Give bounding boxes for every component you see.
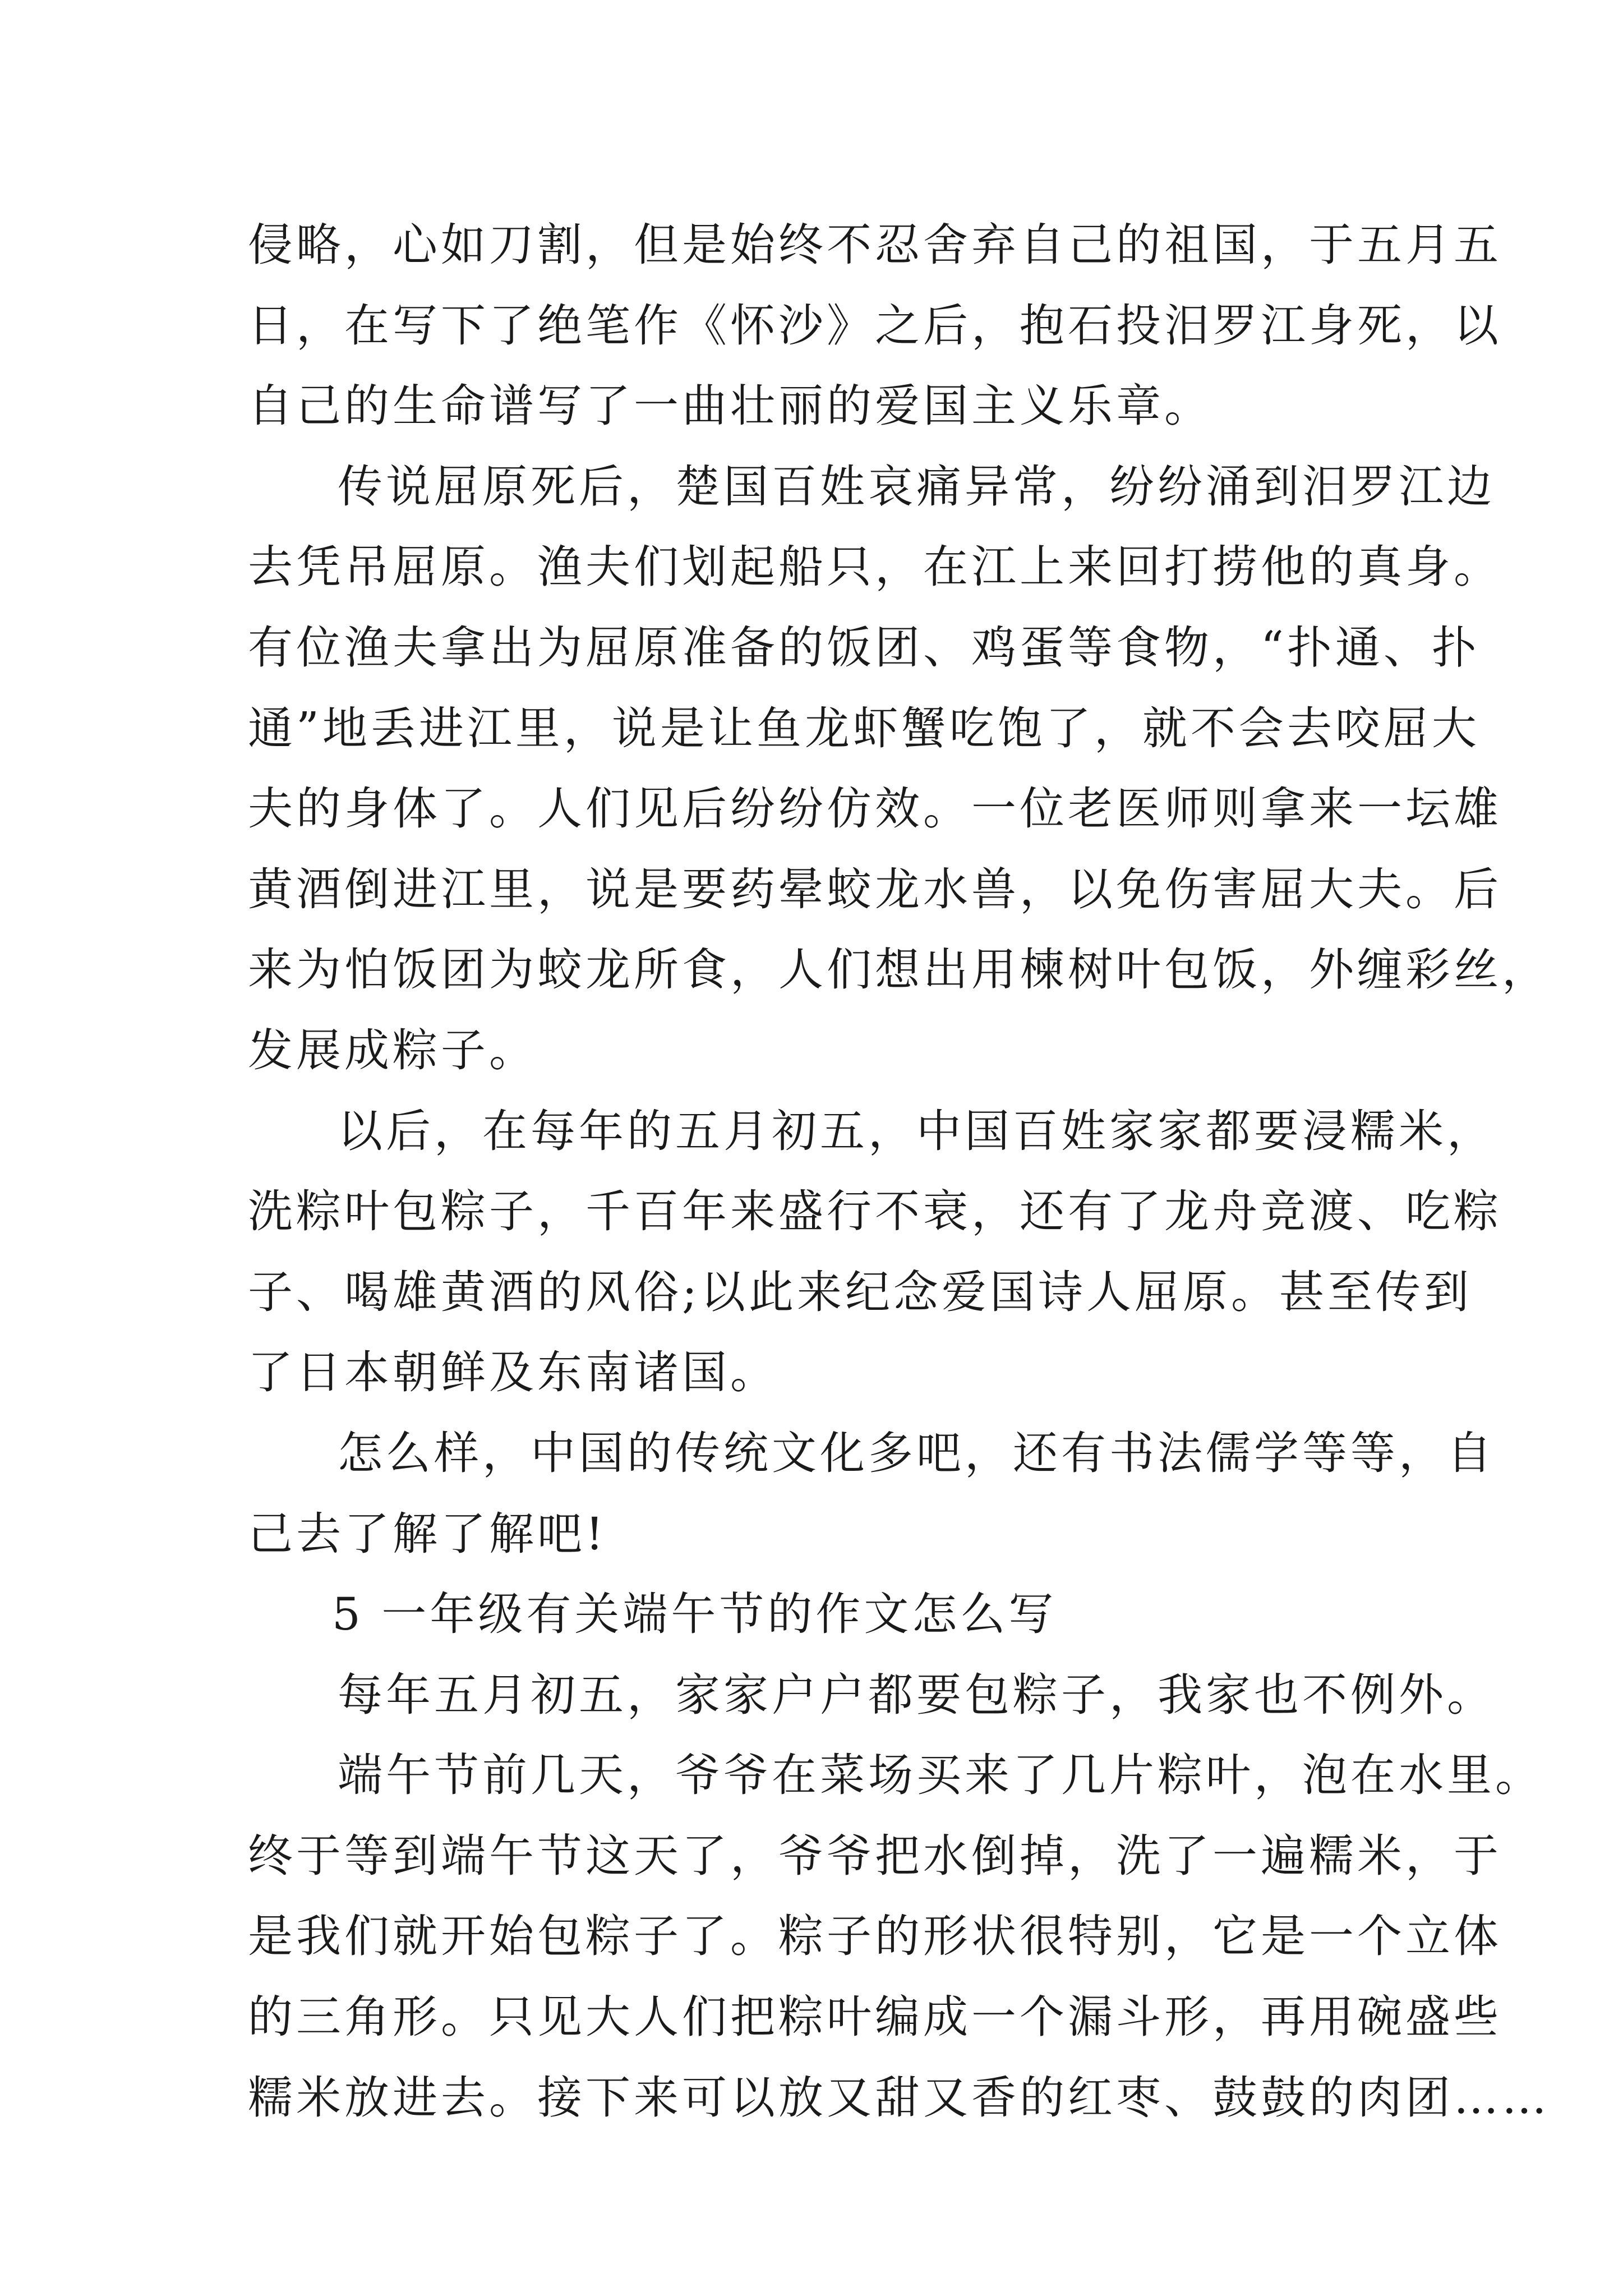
text-line: 是我们就开始包粽子了。粽子的形状很特别，它是一个立体 (248, 1910, 1502, 1963)
text-line: 了日本朝鲜及东南诸国。 (248, 1346, 778, 1399)
text-line: 以后，在每年的五月初五，中国百姓家家都要浸糯米， (338, 1105, 1495, 1157)
text-line: 糯米放进去。接下来可以放又甜又香的红枣、鼓鼓的肉团…… (248, 2071, 1550, 2124)
text-line: 每年五月初五，家家户户都要包粽子，我家也不例外。 (338, 1668, 1495, 1721)
text-line: 己去了解了解吧! (248, 1507, 607, 1560)
paragraph-1 (248, 205, 1502, 447)
text-line: 黄酒倒进江里，说是要药晕蛟龙水兽，以免伤害屈大夫。后 (248, 863, 1502, 915)
paragraph-5 (248, 1655, 1495, 1736)
text-line: 的三角形。只见大人们把粽叶编成一个漏斗形，再用碗盛些 (248, 1991, 1502, 2044)
text-line: 洗粽叶包粽子，千百年来盛行不衰，还有了龙舟竞渡、吃粽 (248, 1185, 1502, 1238)
text-line: 传说屈原死后，楚国百姓哀痛异常，纷纷涌到汨罗江边 (338, 460, 1495, 513)
text-line: 夫的身体了。人们见后纷纷仿效。一位老医师则拿来一坛雄 (248, 783, 1502, 835)
heading-text: 5 一年级有关端午节的作文怎么写 (332, 1588, 1057, 1641)
text-line: 去凭吊屈原。渔夫们划起船只，在江上来回打捞他的真身。 (248, 541, 1502, 593)
paragraph-2 (248, 447, 1550, 1091)
text-line: 终于等到端午节这天了，爷爷把水倒掉，洗了一遍糯米，于 (248, 1829, 1502, 1882)
paragraph-3 (248, 1091, 1502, 1413)
paragraph-6 (248, 1735, 1550, 2138)
text-line: 子、喝雄黄酒的风俗;以此来纪念爱国诗人屈原。甚至传到 (248, 1266, 1472, 1318)
document-body (248, 205, 1550, 2138)
text-line: 有位渔夫拿出为屈原准备的饭团、鸡蛋等食物，“扑通、扑 (248, 621, 1480, 674)
section-heading (248, 1574, 1386, 1655)
text-line: 自己的生命谱写了一曲壮丽的爱国主义乐章。 (248, 380, 1212, 432)
text-line: 侵略，心如刀割，但是始终不忍舍弃自己的祖国，于五月五 (248, 219, 1502, 271)
text-line: 端午节前几天，爷爷在菜场买来了几片粽叶，泡在水里。 (338, 1749, 1543, 1802)
text-line: 发展成粽子。 (248, 1024, 537, 1076)
text-line: 怎么样，中国的传统文化多吧，还有书法儒学等等，自 (338, 1427, 1495, 1479)
text-line: 日，在写下了绝笔作《怀沙》之后，抱石投汨罗江身死，以 (248, 299, 1502, 352)
text-line: 通”地丢进江里，说是让鱼龙虾蟹吃饱了，就不会去咬屈大 (248, 702, 1480, 754)
paragraph-4 (248, 1413, 1495, 1574)
text-line: 来为怕饭团为蛟龙所食，人们想出用楝树叶包饭，外缠彩丝， (248, 944, 1550, 996)
